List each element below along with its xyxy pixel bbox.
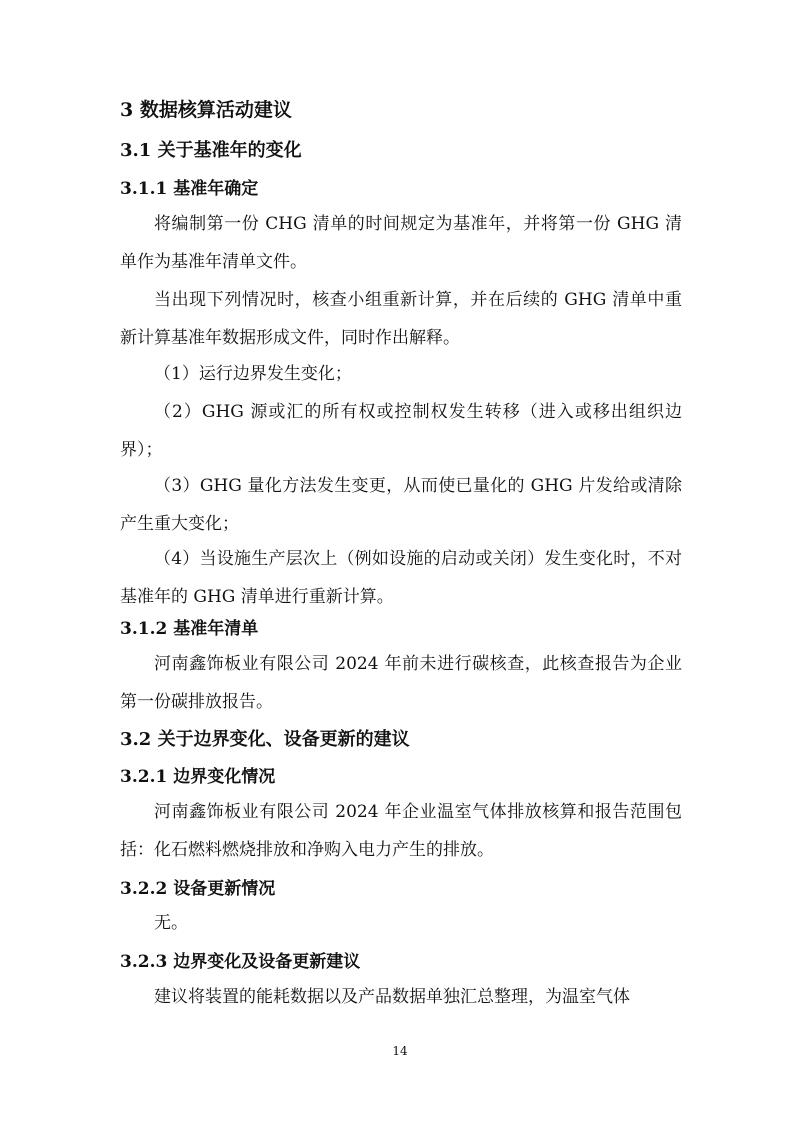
list-item: （4）当设施生产层次上（例如设施的启动或关闭）发生变化时，不对基准年的 GHG 清单进行重新计算。	[120, 549, 682, 607]
paragraph: 将编制第一份 CHG 清单的时间规定为基准年，并将第一份 GHG 清单作为基准年清单文件。	[120, 214, 682, 272]
list-item: （3）GHG 量化方法发生变更，从而使已量化的 GHG 片发给或清除产生重大变化；	[120, 476, 682, 534]
heading-3-2-3: 3.2.3 边界变化及设备更新建议	[120, 952, 361, 972]
heading-3-2-1: 3.2.1 边界变化情况	[120, 767, 276, 787]
list-item: （1）运行边界发生变化；	[154, 364, 352, 384]
page-number: 14	[392, 1044, 408, 1058]
heading-3-2-2: 3.2.2 设备更新情况	[120, 879, 276, 899]
heading-3-1-2: 3.1.2 基准年清单	[120, 619, 259, 639]
paragraph: 建议将装置的能耗数据以及产品数据单独汇总整理，为温室气体	[154, 987, 630, 1007]
heading-3-1-1: 3.1.1 基准年确定	[120, 179, 259, 199]
subsection-heading-3-2: 3.2 关于边界变化、设备更新的建议	[120, 729, 410, 750]
paragraph: 河南鑫饰板业有限公司 2024 年企业温室气体排放核算和报告范围包括：化石燃料燃烧排放和净购入电力产生的排放。	[120, 802, 682, 860]
paragraph: 河南鑫饰板业有限公司 2024 年前未进行碳核查，此核查报告为企业第一份碳排放报告。	[120, 654, 682, 712]
paragraph: 无。	[154, 913, 188, 933]
subsection-heading-3-1: 3.1 关于基准年的变化	[120, 140, 302, 161]
paragraph: 当出现下列情况时，核查小组重新计算，并在后续的 GHG 清单中重新计算基准年数据形成文件，同时作出解释。	[120, 290, 682, 348]
section-heading: 3 数据核算活动建议	[120, 99, 292, 121]
list-item: （2）GHG 源或汇的所有权或控制权发生转移（进入或移出组织边界）；	[120, 402, 682, 460]
